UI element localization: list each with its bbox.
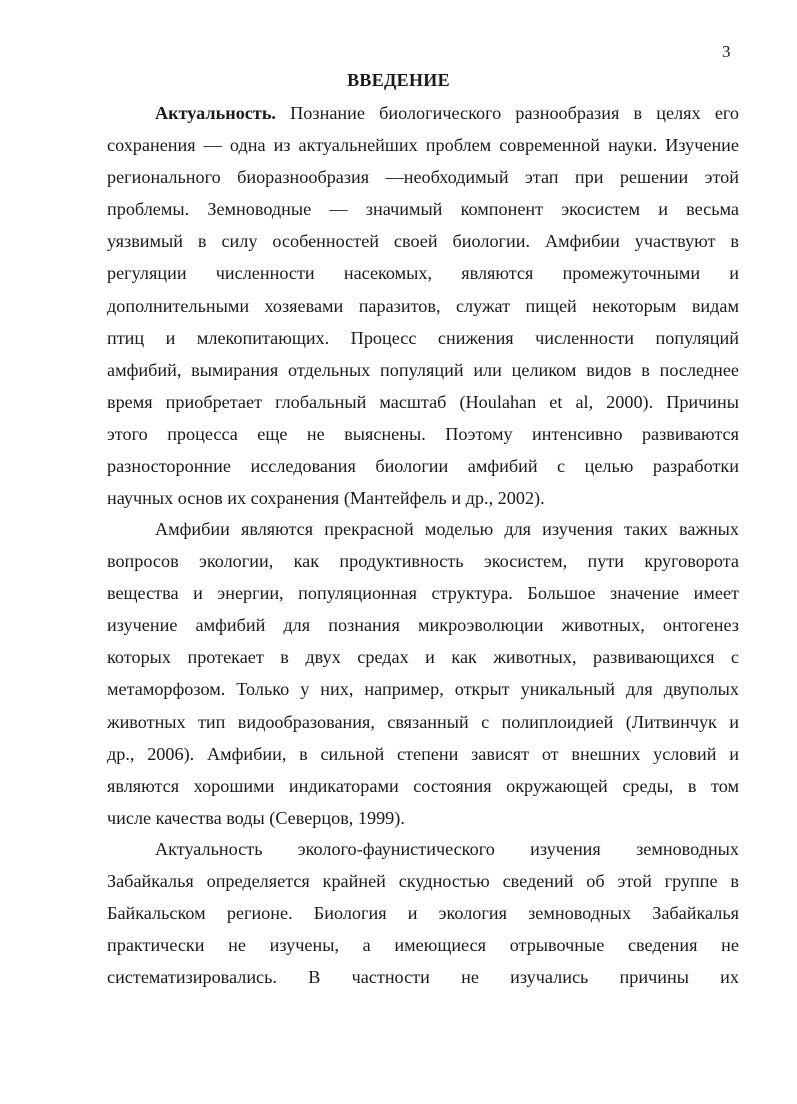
paragraph-amphibians-model [107,513,739,834]
paragraph-line: Байкальском регионе. Биология и экология земноводных Забайкалья [107,903,739,924]
paragraph-line: научных основ их сохранения (Мантейфель и др., 2002). [107,488,545,509]
paragraph-line: время приобретает глобальный масштаб (Houlahan et al, 2000). Причины [107,391,739,412]
paragraph-line: птиц и млекопитающих. Процесс снижения численности популяций [107,327,739,348]
paragraph-line: регионального биоразнообразия —необходимый этап при решении этой [107,167,739,188]
paragraph-line: вопросов экологии, как продуктивность экосистем, пути круговорота [107,551,739,572]
paragraph-lead-term: Актуальность. [155,103,276,123]
paragraph-line: которых протекает в двух средах и как животных, развивающихся с [107,647,739,668]
paragraph-line: Забайкалья определяется крайней скудностью сведений об этой группе в [107,871,739,892]
paragraph-line: дополнительными хозяевами паразитов, служат пищей некоторым видам [107,295,739,316]
paragraph-line [107,97,739,129]
paragraph-line: Актуальность эколого-фаунистического изучения земноводных [155,839,739,859]
paragraph-line: проблемы. Земноводные — значимый компонент экосистем и весьма [107,199,739,220]
paragraph-line: практически не изучены, а имеющиеся отрывочные сведения не [107,935,739,956]
paragraph-line: вещества и энергии, популяционная структура. Большое значение имеет [107,583,739,604]
paragraph-line: этого процесса еще не выяснены. Поэтому интенсивно развиваются [107,423,739,444]
paragraph-line: амфибий, вымирания отдельных популяций или целиком видов в последнее [107,359,739,380]
paragraph-transbaikalia [107,833,739,993]
paragraph-line: изучение амфибий для познания микроэволюции животных, онтогенез [107,615,739,636]
paragraph-relevance [107,97,739,514]
paragraph-line: сохранения — одна из актуальнейших проблем современной науки. Изучение [107,135,739,156]
paragraph-line: Амфибии являются прекрасной моделью для изучения таких важных [155,519,739,539]
section-heading: ВВЕДЕНИЕ [347,70,450,90]
paragraph-line: систематизировались. В частности не изучались причины их [107,967,739,988]
paragraph-line: регуляции численности насекомых, являются промежуточными и [107,263,739,284]
paragraph-line: метаморфозом. Только у них, например, открыт уникальный для двуполых [107,679,739,700]
page-number: 3 [722,42,731,61]
paragraph-line: разносторонние исследования биологии амфибий с целью разработки [107,456,739,477]
paragraph-line: др., 2006). Амфибии, в сильной степени зависят от внешних условий и [107,743,739,764]
paragraph-line: животных тип видообразования, связанный с полиплоидией (Литвинчук и [107,711,739,732]
paragraph-line: уязвимый в силу особенностей своей биологии. Амфибии участвуют в [107,231,739,252]
paragraph-line-text: Познание биологического разнообразия в целях его [275,103,739,123]
paragraph-line: числе качества воды (Северцов, 1999). [107,807,405,828]
paragraph-line: являются хорошими индикаторами состояния окружающей среды, в том [107,775,739,796]
